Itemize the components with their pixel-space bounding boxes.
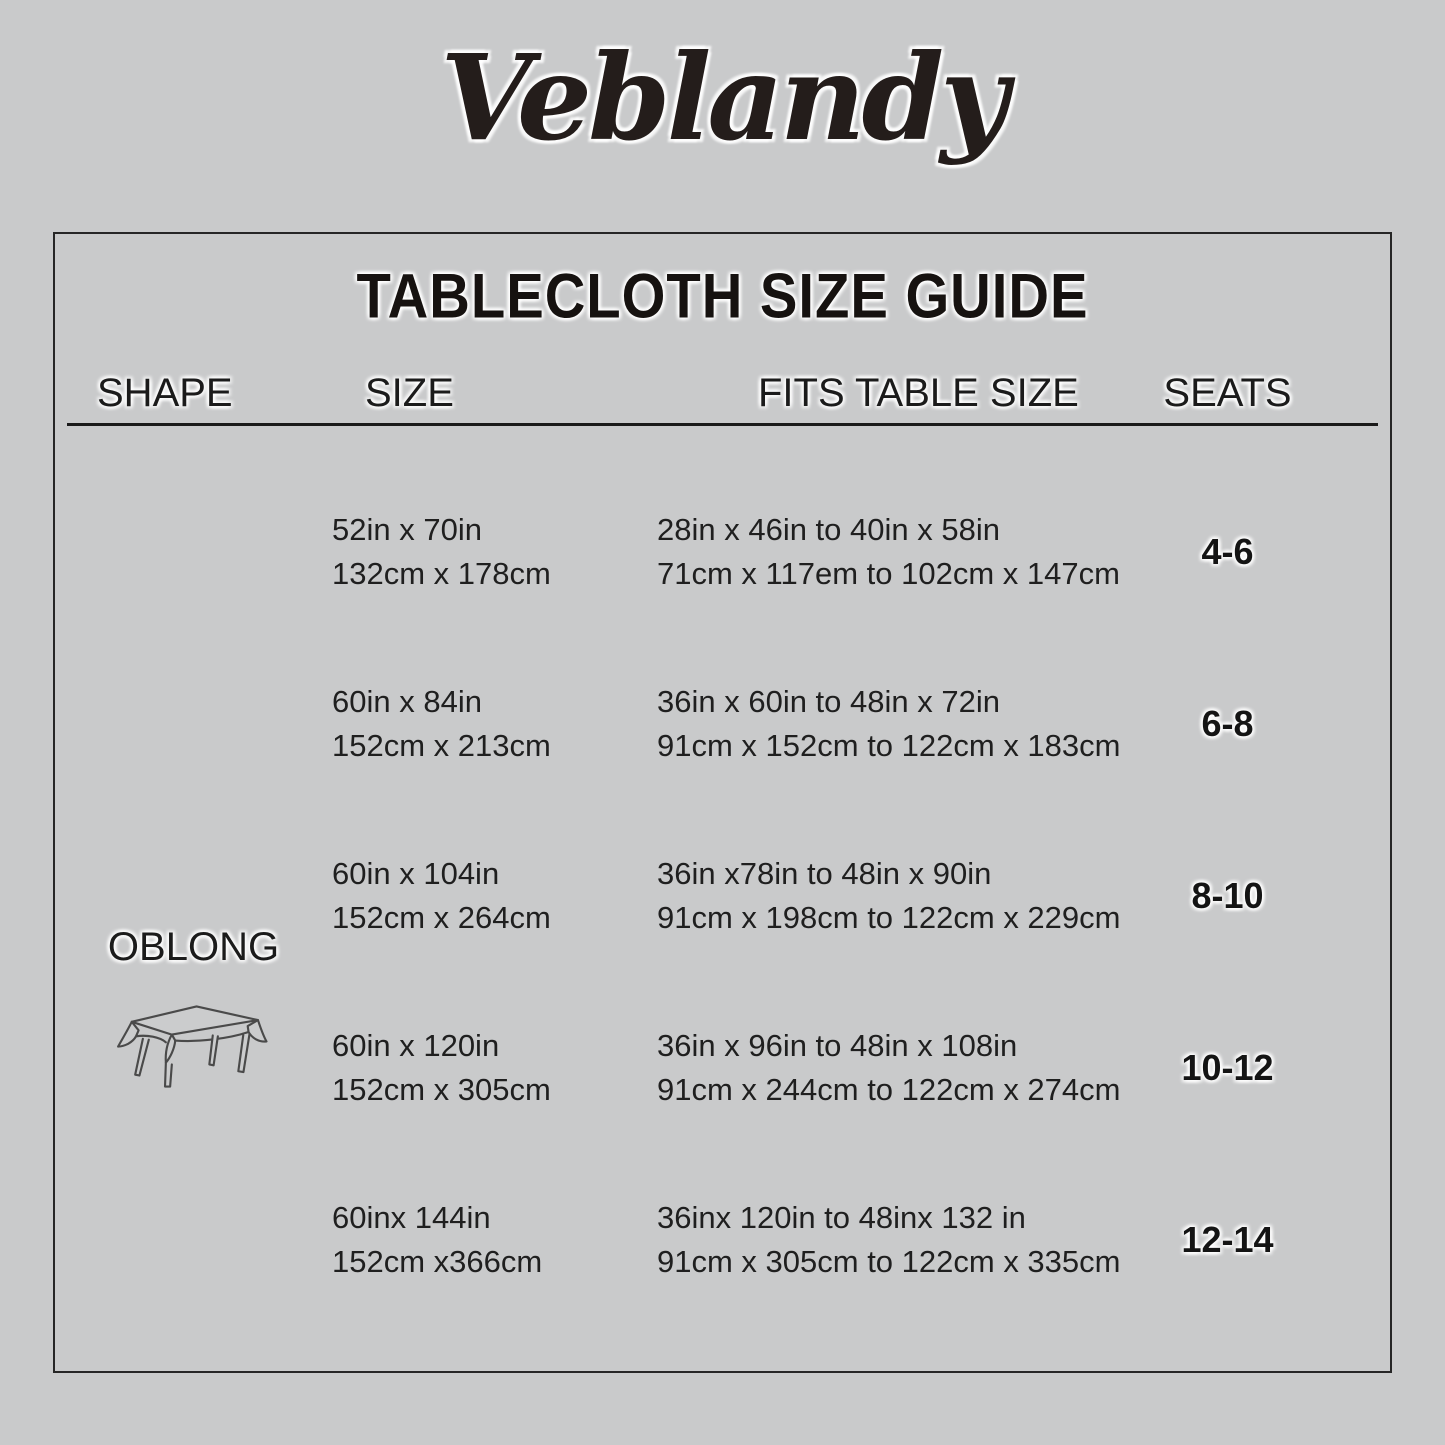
fits-cm-value: 71cm x 117em to 102cm x 147cm bbox=[657, 556, 1120, 591]
fits-in-value: 36in x 96in to 48in x 108in bbox=[657, 1028, 1018, 1063]
size-in-value: 52in x 70in bbox=[332, 512, 482, 547]
size-guide-box bbox=[53, 232, 1392, 1373]
fits-cell bbox=[657, 1196, 1145, 1284]
size-cm-value: 152cm x366cm bbox=[332, 1244, 543, 1279]
table-row bbox=[55, 638, 1390, 810]
size-cell bbox=[332, 680, 657, 768]
fits-cell bbox=[657, 1024, 1145, 1112]
shape-label: OBLONG bbox=[107, 925, 280, 969]
shape-cell bbox=[55, 924, 332, 1095]
size-cm-value: 132cm x 178cm bbox=[332, 556, 551, 591]
size-in-value: 60in x 104in bbox=[332, 856, 500, 891]
table-body bbox=[55, 426, 1390, 1326]
size-cell bbox=[332, 852, 657, 940]
size-in-value: 60in x 120in bbox=[332, 1028, 500, 1063]
column-header-fits-table-size: FITS TABLE SIZE bbox=[758, 371, 1079, 415]
fits-cm-value: 91cm x 305cm to 122cm x 335cm bbox=[657, 1244, 1121, 1279]
brand-logo: Veblandy bbox=[440, 28, 1005, 167]
fits-cm-value: 91cm x 152cm to 122cm x 183cm bbox=[657, 728, 1121, 763]
seats-value: 6-8 bbox=[1201, 703, 1254, 744]
size-in-value: 60inx 144in bbox=[332, 1200, 491, 1235]
size-cell bbox=[332, 1196, 657, 1284]
fits-in-value: 36in x 60in to 48in x 72in bbox=[657, 684, 1000, 719]
fits-cell bbox=[657, 852, 1145, 940]
size-cm-value: 152cm x 305cm bbox=[332, 1072, 551, 1107]
fits-in-value: 28in x 46in to 40in x 58in bbox=[657, 512, 1000, 547]
size-cm-value: 152cm x 264cm bbox=[332, 900, 551, 935]
fits-in-value: 36inx 120in to 48inx 132 in bbox=[657, 1200, 1026, 1235]
size-cell bbox=[332, 508, 657, 596]
seats-value: 12-14 bbox=[1181, 1219, 1274, 1260]
column-header-size: SIZE bbox=[365, 371, 454, 415]
table-row bbox=[55, 1154, 1390, 1326]
fits-cm-value: 91cm x 244cm to 122cm x 274cm bbox=[657, 1072, 1121, 1107]
seats-value: 8-10 bbox=[1191, 875, 1264, 916]
fits-cell bbox=[657, 680, 1145, 768]
seats-value: 4-6 bbox=[1201, 531, 1254, 572]
column-header-shape: SHAPE bbox=[97, 371, 233, 415]
seats-value: 10-12 bbox=[1181, 1047, 1274, 1088]
table-row bbox=[55, 466, 1390, 638]
fits-cell bbox=[657, 508, 1145, 596]
size-in-value: 60in x 84in bbox=[332, 684, 482, 719]
fits-cm-value: 91cm x 198cm to 122cm x 229cm bbox=[657, 900, 1121, 935]
fits-in-value: 36in x78in to 48in x 90in bbox=[657, 856, 992, 891]
guide-title: TABLECLOTH SIZE GUIDE bbox=[356, 261, 1089, 332]
size-cell bbox=[332, 1024, 657, 1112]
column-header-seats: SEATS bbox=[1163, 371, 1292, 415]
size-cm-value: 152cm x 213cm bbox=[332, 728, 551, 763]
table-header-row bbox=[55, 367, 1390, 419]
oblong-table-icon bbox=[55, 986, 332, 1095]
